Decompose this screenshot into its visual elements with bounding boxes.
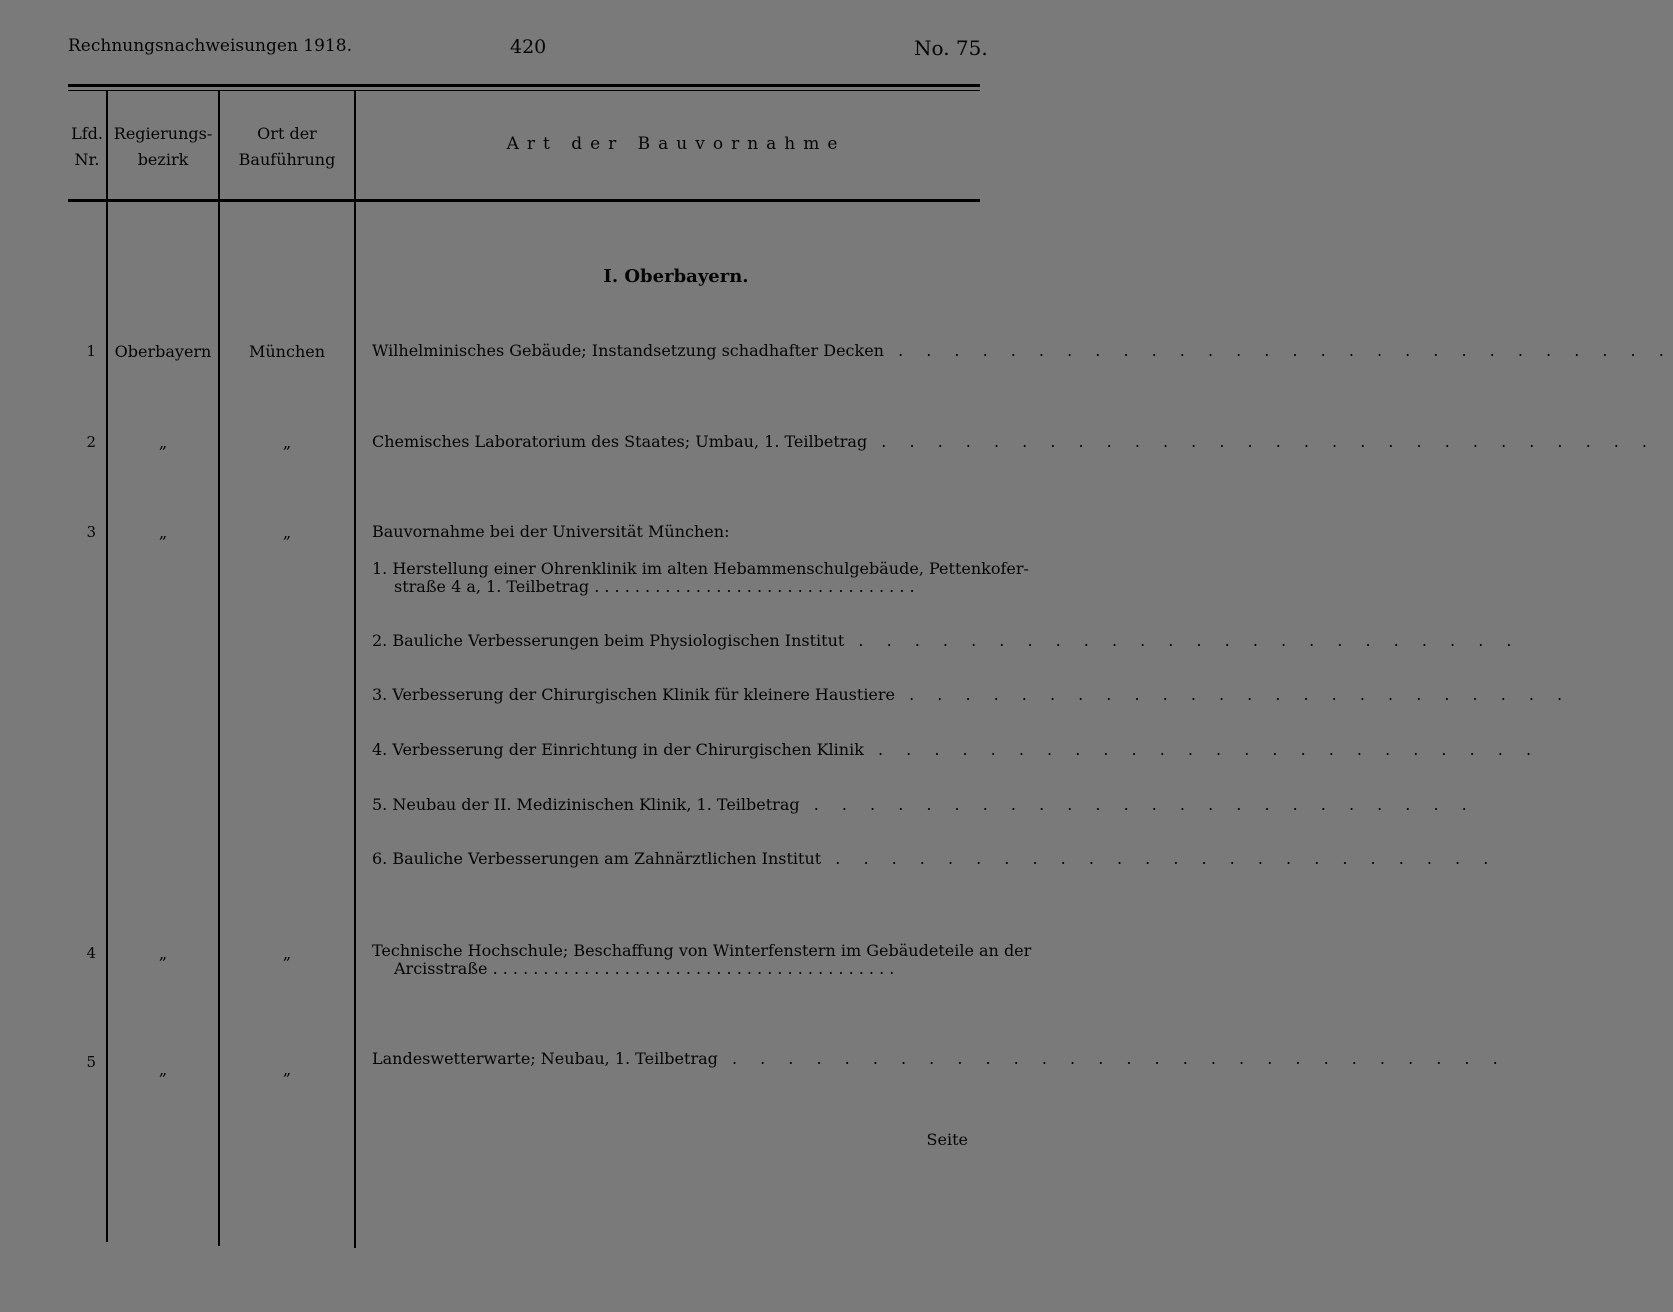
row-text: Bauvornahme bei der Universität München: — [372, 522, 730, 541]
leader-dots: . . . . . . . . . . . . . . . . . . . . . . . . . . . . — [883, 341, 1673, 360]
subitem-text — [372, 740, 1541, 759]
row-text-content: Wilhelminisches Gebäude; Instandsetzung schadhafter Decken — [372, 341, 884, 360]
row-number: 4 — [86, 944, 96, 962]
subitem-text — [372, 685, 1572, 704]
row-bezirk: Oberbayern — [114, 342, 212, 361]
row-bezirk: „ — [158, 944, 168, 963]
leader-dots: . . . . . . . . . . . . . . . . . . . . . . . . — [799, 795, 1476, 814]
leader-dots: . . . . . . . . . . . . . . . . . . . . . . . . . . . . — [717, 1049, 1507, 1068]
col-divider-3 — [354, 90, 356, 1248]
row-ort: „ — [282, 523, 292, 542]
header-bottom-rule — [68, 199, 980, 202]
col-header-bezirk-line2: bezirk — [137, 150, 189, 169]
row-number: 5 — [86, 1053, 96, 1071]
row-text — [372, 1049, 1507, 1068]
col-header-ort — [220, 121, 354, 173]
row-ort: „ — [282, 433, 292, 452]
row-ort: München — [248, 342, 326, 361]
col-header-bezirk-line1: Regierungs- — [113, 124, 213, 143]
row-text-continued — [394, 960, 972, 978]
subitem-text-content: straße 4 a, 1. Teilbetrag — [394, 577, 590, 596]
row-text-content: Chemisches Laboratorium des Staates; Umbau, 1. Teilbetrag — [372, 432, 868, 451]
subitem-text-continued — [394, 578, 972, 596]
subitem-text: 1. Herstellung einer Ohrenklinik im alten Hebammenschulgebäude, Pettenkofer- — [372, 559, 1029, 578]
document-number: No. 75. — [914, 36, 988, 60]
top-rule — [68, 84, 980, 87]
row-text-content: Arcisstraße — [394, 959, 488, 978]
section-title: I. Oberbayern. — [603, 266, 749, 287]
row-ort: „ — [282, 1060, 292, 1079]
top-rule-thin — [68, 90, 980, 91]
row-number: 1 — [86, 342, 96, 360]
subitem-text-content: 6. Bauliche Verbesserungen am Zahnärztlichen Institut — [372, 849, 822, 868]
subitem-text — [372, 795, 1476, 814]
subitem-text-content: 2. Bauliche Verbesserungen beim Physiologischen Institut — [372, 631, 845, 650]
row-number: 3 — [86, 523, 96, 541]
col-header-lfd-line1: Lfd. — [71, 124, 103, 143]
leader-dots: . . . . . . . . . . . . . . . . . . . . . . . . — [821, 849, 1498, 868]
leader-dots: . . . . . . . . . . . . . . . . . . . . . . . . — [863, 740, 1541, 759]
row-text-content: Landeswetterwarte; Neubau, 1. Teilbetrag — [372, 1049, 718, 1068]
subitem-text-content: 3. Verbesserung der Chirurgischen Klinik für kleinere Haustiere — [372, 685, 896, 704]
col-header-bezirk — [108, 121, 218, 173]
leader-dots: . . . . . . . . . . . . . . . . . . . . . . . . . . . . . . . . — [589, 577, 915, 596]
row-text: Technische Hochschule; Beschaffung von Winterfenstern im Gebäudeteile an der — [372, 941, 1032, 960]
col-header-ort-line2: Bauführung — [238, 150, 336, 169]
leader-dots: . . . . . . . . . . . . . . . . . . . . . . . . — [895, 685, 1572, 704]
leader-dots: . . . . . . . . . . . . . . . . . . . . . . . . . . . . . . . . . . . . . . . . — [487, 959, 895, 978]
catchword: Seite — [926, 1130, 968, 1149]
leader-dots: . . . . . . . . . . . . . . . . . . . . . . . . — [844, 631, 1521, 650]
running-title: Rechnungsnachweisungen 1918. — [68, 36, 352, 56]
col-header-lfd-line2: Nr. — [74, 150, 100, 169]
page-number: 420 — [510, 36, 547, 58]
row-bezirk: „ — [158, 1060, 168, 1079]
col-header-ort-line1: Ort der — [257, 124, 317, 143]
leader-dots: . . . . . . . . . . . . . . . . . . . . . . . . . . . . — [867, 432, 1657, 451]
subitem-text — [372, 631, 1521, 650]
row-number: 2 — [86, 433, 96, 451]
subitem-text — [372, 849, 1498, 868]
row-ort: „ — [282, 944, 292, 963]
col-header-art: Art der Bauvornahme — [506, 134, 846, 154]
col-header-lfd — [68, 121, 106, 173]
subitem-text-content: 4. Verbesserung der Einrichtung in der Chirurgischen Klinik — [372, 740, 864, 759]
row-text — [372, 341, 1673, 360]
row-bezirk: „ — [158, 523, 168, 542]
row-text — [372, 432, 1657, 451]
row-bezirk: „ — [158, 433, 168, 452]
subitem-text-content: 5. Neubau der II. Medizinischen Klinik, 1. Teilbetrag — [372, 795, 800, 814]
